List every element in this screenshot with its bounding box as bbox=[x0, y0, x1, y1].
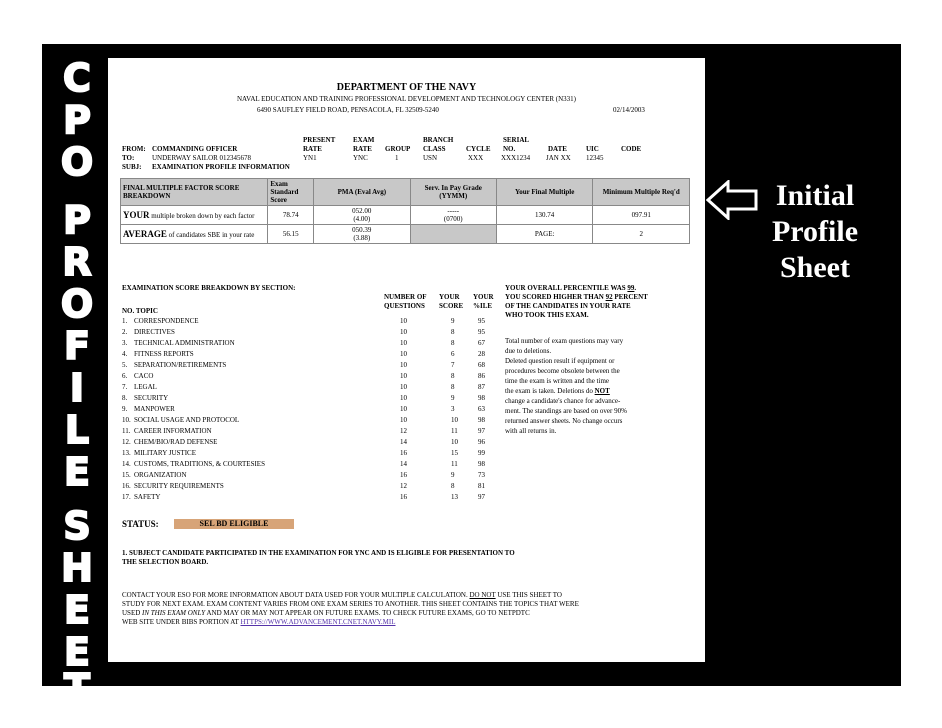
section-topic: CUSTOMS, TRADITIONS, & COURTESIES bbox=[134, 460, 265, 468]
section-percentile: 97 bbox=[478, 427, 485, 435]
note-line: procedures become obsolete between the bbox=[505, 367, 620, 375]
section-questions: 10 bbox=[400, 394, 407, 402]
section-percentile: 73 bbox=[478, 471, 485, 479]
percentile-text: YOU SCORED HIGHER THAN bbox=[505, 293, 606, 301]
header-class: CLASS bbox=[423, 145, 446, 153]
section-score: 10 bbox=[451, 438, 458, 446]
table-header-cell: FINAL MULTIPLE FACTOR SCORE BREAKDOWN bbox=[121, 179, 268, 206]
callout-line: Initial bbox=[775, 179, 855, 212]
table-cell: 56.15 bbox=[268, 225, 314, 244]
section-topic: FITNESS REPORTS bbox=[134, 350, 194, 358]
section-percentile: 28 bbox=[478, 350, 485, 358]
footer-emphasis: IN THIS EXAM ONLY bbox=[142, 609, 206, 617]
section-questions: 14 bbox=[400, 438, 407, 446]
serial-value: XXX1234 bbox=[501, 154, 531, 162]
section-percentile: 98 bbox=[478, 460, 485, 468]
section-questions: 10 bbox=[400, 350, 407, 358]
status-badge: SEL BD ELIGIBLE bbox=[174, 519, 294, 529]
section-no: 17. bbox=[122, 493, 131, 501]
pma-factor: (3.88) bbox=[353, 234, 371, 242]
section-score: 8 bbox=[451, 482, 455, 490]
callout-line: Profile bbox=[771, 215, 859, 248]
center-name: NAVAL EDUCATION AND TRAINING PROFESSIONAL DEVELOPMENT AND TECHNOLOGY CENTER (N331) bbox=[236, 95, 577, 103]
header-rate: RATE bbox=[303, 145, 322, 153]
section-percentile: 81 bbox=[478, 482, 485, 490]
vertical-title-letter: P bbox=[63, 98, 91, 142]
header-no: NO. bbox=[503, 145, 516, 153]
section-percentile: 98 bbox=[478, 416, 485, 424]
advancement-link[interactable]: HTTPS://WWW.ADVANCEMENT.CNET.NAVY.MIL bbox=[240, 618, 396, 626]
header-present: PRESENT bbox=[303, 136, 336, 144]
section-topic: ORGANIZATION bbox=[134, 471, 187, 479]
section-questions: 10 bbox=[400, 416, 407, 424]
table-header-cell: Your Final Multiple bbox=[496, 179, 593, 206]
present-rate-value: YN1 bbox=[303, 154, 317, 162]
profile-sheet bbox=[108, 58, 705, 662]
col-percentile: %ILE bbox=[473, 302, 493, 310]
footer-text: AND MAY OR MAY NOT APPEAR ON FUTURE EXAMS. TO CHECK FUTURE EXAMS, GO TO NETPDTC bbox=[205, 609, 530, 617]
percentile-line: WHO TOOK THIS EXAM. bbox=[505, 311, 589, 319]
section-questions: 10 bbox=[400, 405, 407, 413]
header-uic: UIC bbox=[586, 145, 599, 153]
sipg-factor: (0700) bbox=[443, 215, 463, 223]
section-score: 7 bbox=[451, 361, 455, 369]
vertical-title-letter: I bbox=[69, 366, 85, 410]
footer-text: USE THIS SHEET TO bbox=[495, 591, 562, 599]
section-no: 8. bbox=[122, 394, 128, 402]
from-value: COMMANDING OFFICER bbox=[152, 145, 238, 153]
row-label-emphasis: YOUR bbox=[123, 210, 150, 220]
section-no: 5. bbox=[122, 361, 128, 369]
vertical-title-letter: E bbox=[64, 450, 90, 494]
section-topic: CAREER INFORMATION bbox=[134, 427, 212, 435]
percentile-text: . bbox=[634, 284, 637, 292]
section-topic: SECURITY bbox=[134, 394, 169, 402]
breakdown-title: EXAMINATION SCORE BREAKDOWN BY SECTION: bbox=[122, 284, 296, 292]
col-questions: QUESTIONS bbox=[384, 302, 425, 310]
header-serial: SERIAL bbox=[503, 136, 530, 144]
section-questions: 10 bbox=[400, 339, 407, 347]
section-questions: 10 bbox=[400, 372, 407, 380]
table-cell bbox=[314, 225, 411, 244]
section-no: 15. bbox=[122, 471, 131, 479]
vertical-title-letter: T bbox=[64, 666, 90, 710]
section-percentile: 68 bbox=[478, 361, 485, 369]
note-line: with all returns in. bbox=[505, 427, 557, 435]
footer-line: STUDY FOR NEXT EXAM. EXAM CONTENT VARIES FROM ONE EXAM SERIES TO ANOTHER. THIS SHEET CONTAINS THE TOPICS THAT WERE bbox=[122, 600, 579, 608]
pma-value: 050.39 bbox=[352, 226, 372, 234]
vertical-title bbox=[48, 56, 106, 710]
section-no: 12. bbox=[122, 438, 131, 446]
section-no: 11. bbox=[122, 427, 131, 435]
section-score: 8 bbox=[451, 383, 455, 391]
section-score: 8 bbox=[451, 328, 455, 336]
header-group: GROUP bbox=[385, 145, 411, 153]
section-percentile: 99 bbox=[478, 449, 485, 457]
section-questions: 10 bbox=[400, 317, 407, 325]
section-topic: DIRECTIVES bbox=[134, 328, 175, 336]
section-no: 13. bbox=[122, 449, 131, 457]
section-score: 11 bbox=[451, 427, 458, 435]
table-header-row bbox=[121, 179, 690, 206]
subj-label: SUBJ: bbox=[122, 163, 142, 171]
list-item bbox=[108, 437, 668, 447]
section-topic: SEPARATION/RETIREMENTS bbox=[134, 361, 227, 369]
table-header-cell: PMA (Eval Avg) bbox=[314, 179, 411, 206]
higher-than-value: 92 bbox=[605, 293, 613, 301]
note-line: ment. The standings are based on over 90% bbox=[505, 407, 627, 415]
section-percentile: 63 bbox=[478, 405, 485, 413]
section-questions: 16 bbox=[400, 449, 407, 457]
vertical-title-letter: H bbox=[61, 546, 93, 590]
header-code: CODE bbox=[621, 145, 642, 153]
subj-value: EXAMINATION PROFILE INFORMATION bbox=[152, 163, 290, 171]
table-header-cell: Serv. In Pay Grade (YYMM) bbox=[410, 179, 496, 206]
section-questions: 10 bbox=[400, 361, 407, 369]
section-questions: 14 bbox=[400, 460, 407, 468]
section-percentile: 95 bbox=[478, 317, 485, 325]
section-score: 9 bbox=[451, 317, 455, 325]
footer-text: WEB SITE UNDER BIBS PORTION AT bbox=[122, 618, 241, 626]
footer-line bbox=[122, 591, 562, 599]
callout-label bbox=[760, 178, 870, 286]
list-item bbox=[108, 426, 668, 436]
section-questions: 12 bbox=[400, 482, 407, 490]
table-cell bbox=[410, 206, 496, 225]
from-label: FROM: bbox=[122, 145, 146, 153]
section-no: 4. bbox=[122, 350, 128, 358]
section-topic: LEGAL bbox=[134, 383, 157, 391]
section-questions: 10 bbox=[400, 383, 407, 391]
col-score: SCORE bbox=[439, 302, 464, 310]
pma-factor: (4.00) bbox=[353, 215, 371, 223]
status-label: STATUS: bbox=[122, 519, 159, 529]
list-item bbox=[108, 481, 668, 491]
section-topic: MANPOWER bbox=[134, 405, 175, 413]
footer-line bbox=[122, 618, 396, 626]
section-questions: 16 bbox=[400, 493, 407, 501]
section-topic: MILITARY JUSTICE bbox=[134, 449, 196, 457]
header-date: DATE bbox=[548, 145, 567, 153]
vertical-title-letter: S bbox=[63, 504, 91, 548]
table-cell bbox=[314, 206, 411, 225]
table-header-cell: Exam Standard Score bbox=[268, 179, 314, 206]
section-no: 6. bbox=[122, 372, 128, 380]
footer-text: USED bbox=[122, 609, 143, 617]
date-value: JAN XX bbox=[546, 154, 571, 162]
section-score: 15 bbox=[451, 449, 458, 457]
section-percentile: 67 bbox=[478, 339, 485, 347]
class-value: USN bbox=[423, 154, 438, 162]
col-number-of: NUMBER OF bbox=[384, 293, 427, 301]
footer-text: CONTACT YOUR ESO FOR MORE INFORMATION ABOUT DATA USED FOR YOUR MULTIPLE CALCULATION. bbox=[122, 591, 470, 599]
col-your: YOUR bbox=[473, 293, 494, 301]
row-label-emphasis: AVERAGE bbox=[123, 229, 167, 239]
list-item bbox=[108, 459, 668, 469]
col-no-topic: NO. TOPIC bbox=[122, 307, 158, 315]
section-percentile: 86 bbox=[478, 372, 485, 380]
row-label-text: of candidates SBE in your rate bbox=[166, 231, 255, 239]
section-no: 1. bbox=[122, 317, 128, 325]
vertical-title-letter: L bbox=[64, 408, 90, 452]
section-percentile: 95 bbox=[478, 328, 485, 336]
left-arrow-icon bbox=[706, 180, 758, 220]
vertical-title-letter: E bbox=[64, 588, 90, 632]
section-percentile: 98 bbox=[478, 394, 485, 402]
table-row bbox=[121, 225, 690, 244]
eligibility-line: THE SELECTION BOARD. bbox=[122, 558, 209, 566]
section-score: 11 bbox=[451, 460, 458, 468]
percentile-text: PERCENT bbox=[612, 293, 648, 301]
list-item bbox=[108, 470, 668, 480]
table-cell: 097.91 bbox=[593, 206, 690, 225]
vertical-title-letter: O bbox=[60, 140, 94, 184]
header-branch: BRANCH bbox=[423, 136, 454, 144]
section-topic: SOCIAL USAGE AND PROTOCOL bbox=[134, 416, 240, 424]
sheet-date: 02/14/2003 bbox=[613, 106, 645, 114]
section-score: 6 bbox=[451, 350, 455, 358]
section-score: 3 bbox=[451, 405, 455, 413]
table-cell bbox=[410, 225, 496, 244]
vertical-title-letter: C bbox=[63, 56, 91, 100]
list-item bbox=[108, 327, 668, 337]
uic-value: 12345 bbox=[586, 154, 604, 162]
table-cell: 2 bbox=[593, 225, 690, 244]
section-no: 14. bbox=[122, 460, 131, 468]
section-topic: CACO bbox=[134, 372, 154, 380]
vertical-title-letter: R bbox=[62, 240, 92, 284]
sipg-value: ----- bbox=[447, 207, 460, 215]
section-questions: 12 bbox=[400, 427, 407, 435]
footer-emphasis: DO NOT bbox=[469, 591, 496, 599]
higher-than-line bbox=[505, 293, 648, 301]
col-your: YOUR bbox=[439, 293, 460, 301]
footer-line bbox=[122, 609, 530, 617]
percentile-text: YOUR OVERALL PERCENTILE WAS bbox=[505, 284, 628, 292]
section-no: 3. bbox=[122, 339, 128, 347]
to-label: TO: bbox=[122, 154, 135, 162]
section-score: 9 bbox=[451, 471, 455, 479]
table-cell: PAGE: bbox=[496, 225, 593, 244]
exam-rate-value: YNC bbox=[353, 154, 368, 162]
header-exam: EXAM bbox=[353, 136, 375, 144]
section-questions: 10 bbox=[400, 328, 407, 336]
section-no: 16. bbox=[122, 482, 131, 490]
list-item bbox=[108, 492, 668, 502]
section-questions: 16 bbox=[400, 471, 407, 479]
section-score: 10 bbox=[451, 416, 458, 424]
pma-value: 052.00 bbox=[352, 207, 372, 215]
section-topic: SAFETY bbox=[134, 493, 161, 501]
section-no: 10. bbox=[122, 416, 131, 424]
group-value: 1 bbox=[395, 154, 399, 162]
vertical-title-letter: P bbox=[63, 198, 91, 242]
section-no: 7. bbox=[122, 383, 128, 391]
percentile-line: OF THE CANDIDATES IN YOUR RATE bbox=[505, 302, 631, 310]
section-score: 13 bbox=[451, 493, 458, 501]
header-exam-rate: RATE bbox=[353, 145, 372, 153]
section-topic: TECHNICAL ADMINISTRATION bbox=[134, 339, 235, 347]
table-row bbox=[121, 206, 690, 225]
table-row-label bbox=[121, 206, 268, 225]
sections-list bbox=[108, 316, 508, 506]
header-cycle: CYCLE bbox=[466, 145, 491, 153]
section-score: 8 bbox=[451, 372, 455, 380]
note-line: returned answer sheets. No change occurs bbox=[505, 417, 623, 425]
table-row-label bbox=[121, 225, 268, 244]
note-line: Total number of exam questions may vary bbox=[505, 337, 624, 345]
note-emphasis: NOT bbox=[594, 387, 610, 395]
cycle-value: XXX bbox=[468, 154, 484, 162]
section-no: 2. bbox=[122, 328, 128, 336]
vertical-title-letter: O bbox=[60, 282, 94, 326]
note-line: change a candidate's chance for advance- bbox=[505, 397, 621, 405]
note-line: due to deletions. bbox=[505, 347, 552, 355]
address: 6490 SAUFLEY FIELD ROAD, PENSACOLA, FL 32509-5240 bbox=[257, 106, 439, 114]
to-value: UNDERWAY SAILOR 012345678 bbox=[152, 154, 252, 162]
list-item bbox=[108, 448, 668, 458]
note-line: Deleted question result if equipment or bbox=[505, 357, 615, 365]
percentile-value: 99 bbox=[627, 284, 635, 292]
section-topic: CORRESPONDENCE bbox=[134, 317, 199, 325]
department-title: DEPARTMENT OF THE NAVY bbox=[336, 82, 477, 93]
multiple-factor-table bbox=[120, 178, 690, 244]
callout-line: Sheet bbox=[780, 251, 850, 284]
percentile-line bbox=[505, 284, 636, 292]
section-percentile: 87 bbox=[478, 383, 485, 391]
table-cell: 78.74 bbox=[268, 206, 314, 225]
table-header-cell: Minimum Multiple Req'd bbox=[593, 179, 690, 206]
section-score: 9 bbox=[451, 394, 455, 402]
note-line bbox=[505, 387, 610, 395]
table-cell: 130.74 bbox=[496, 206, 593, 225]
section-percentile: 96 bbox=[478, 438, 485, 446]
vertical-title-letter: F bbox=[64, 324, 90, 368]
section-score: 8 bbox=[451, 339, 455, 347]
eligibility-line: 1. SUBJECT CANDIDATE PARTICIPATED IN THE EXAMINATION FOR YNC AND IS ELIGIBLE FOR PRESENTATION TO bbox=[122, 549, 515, 557]
vertical-title-letter: E bbox=[64, 630, 90, 674]
note-text: the exam is taken. Deletions do bbox=[505, 387, 595, 395]
section-no: 9. bbox=[122, 405, 128, 413]
row-label-text: multiple broken down by each factor bbox=[149, 212, 255, 220]
section-topic: CHEM/BIO/RAD DEFENSE bbox=[134, 438, 218, 446]
section-percentile: 97 bbox=[478, 493, 485, 501]
section-topic: SECURITY REQUIREMENTS bbox=[134, 482, 224, 490]
note-line: time the exam is written and the time bbox=[505, 377, 609, 385]
